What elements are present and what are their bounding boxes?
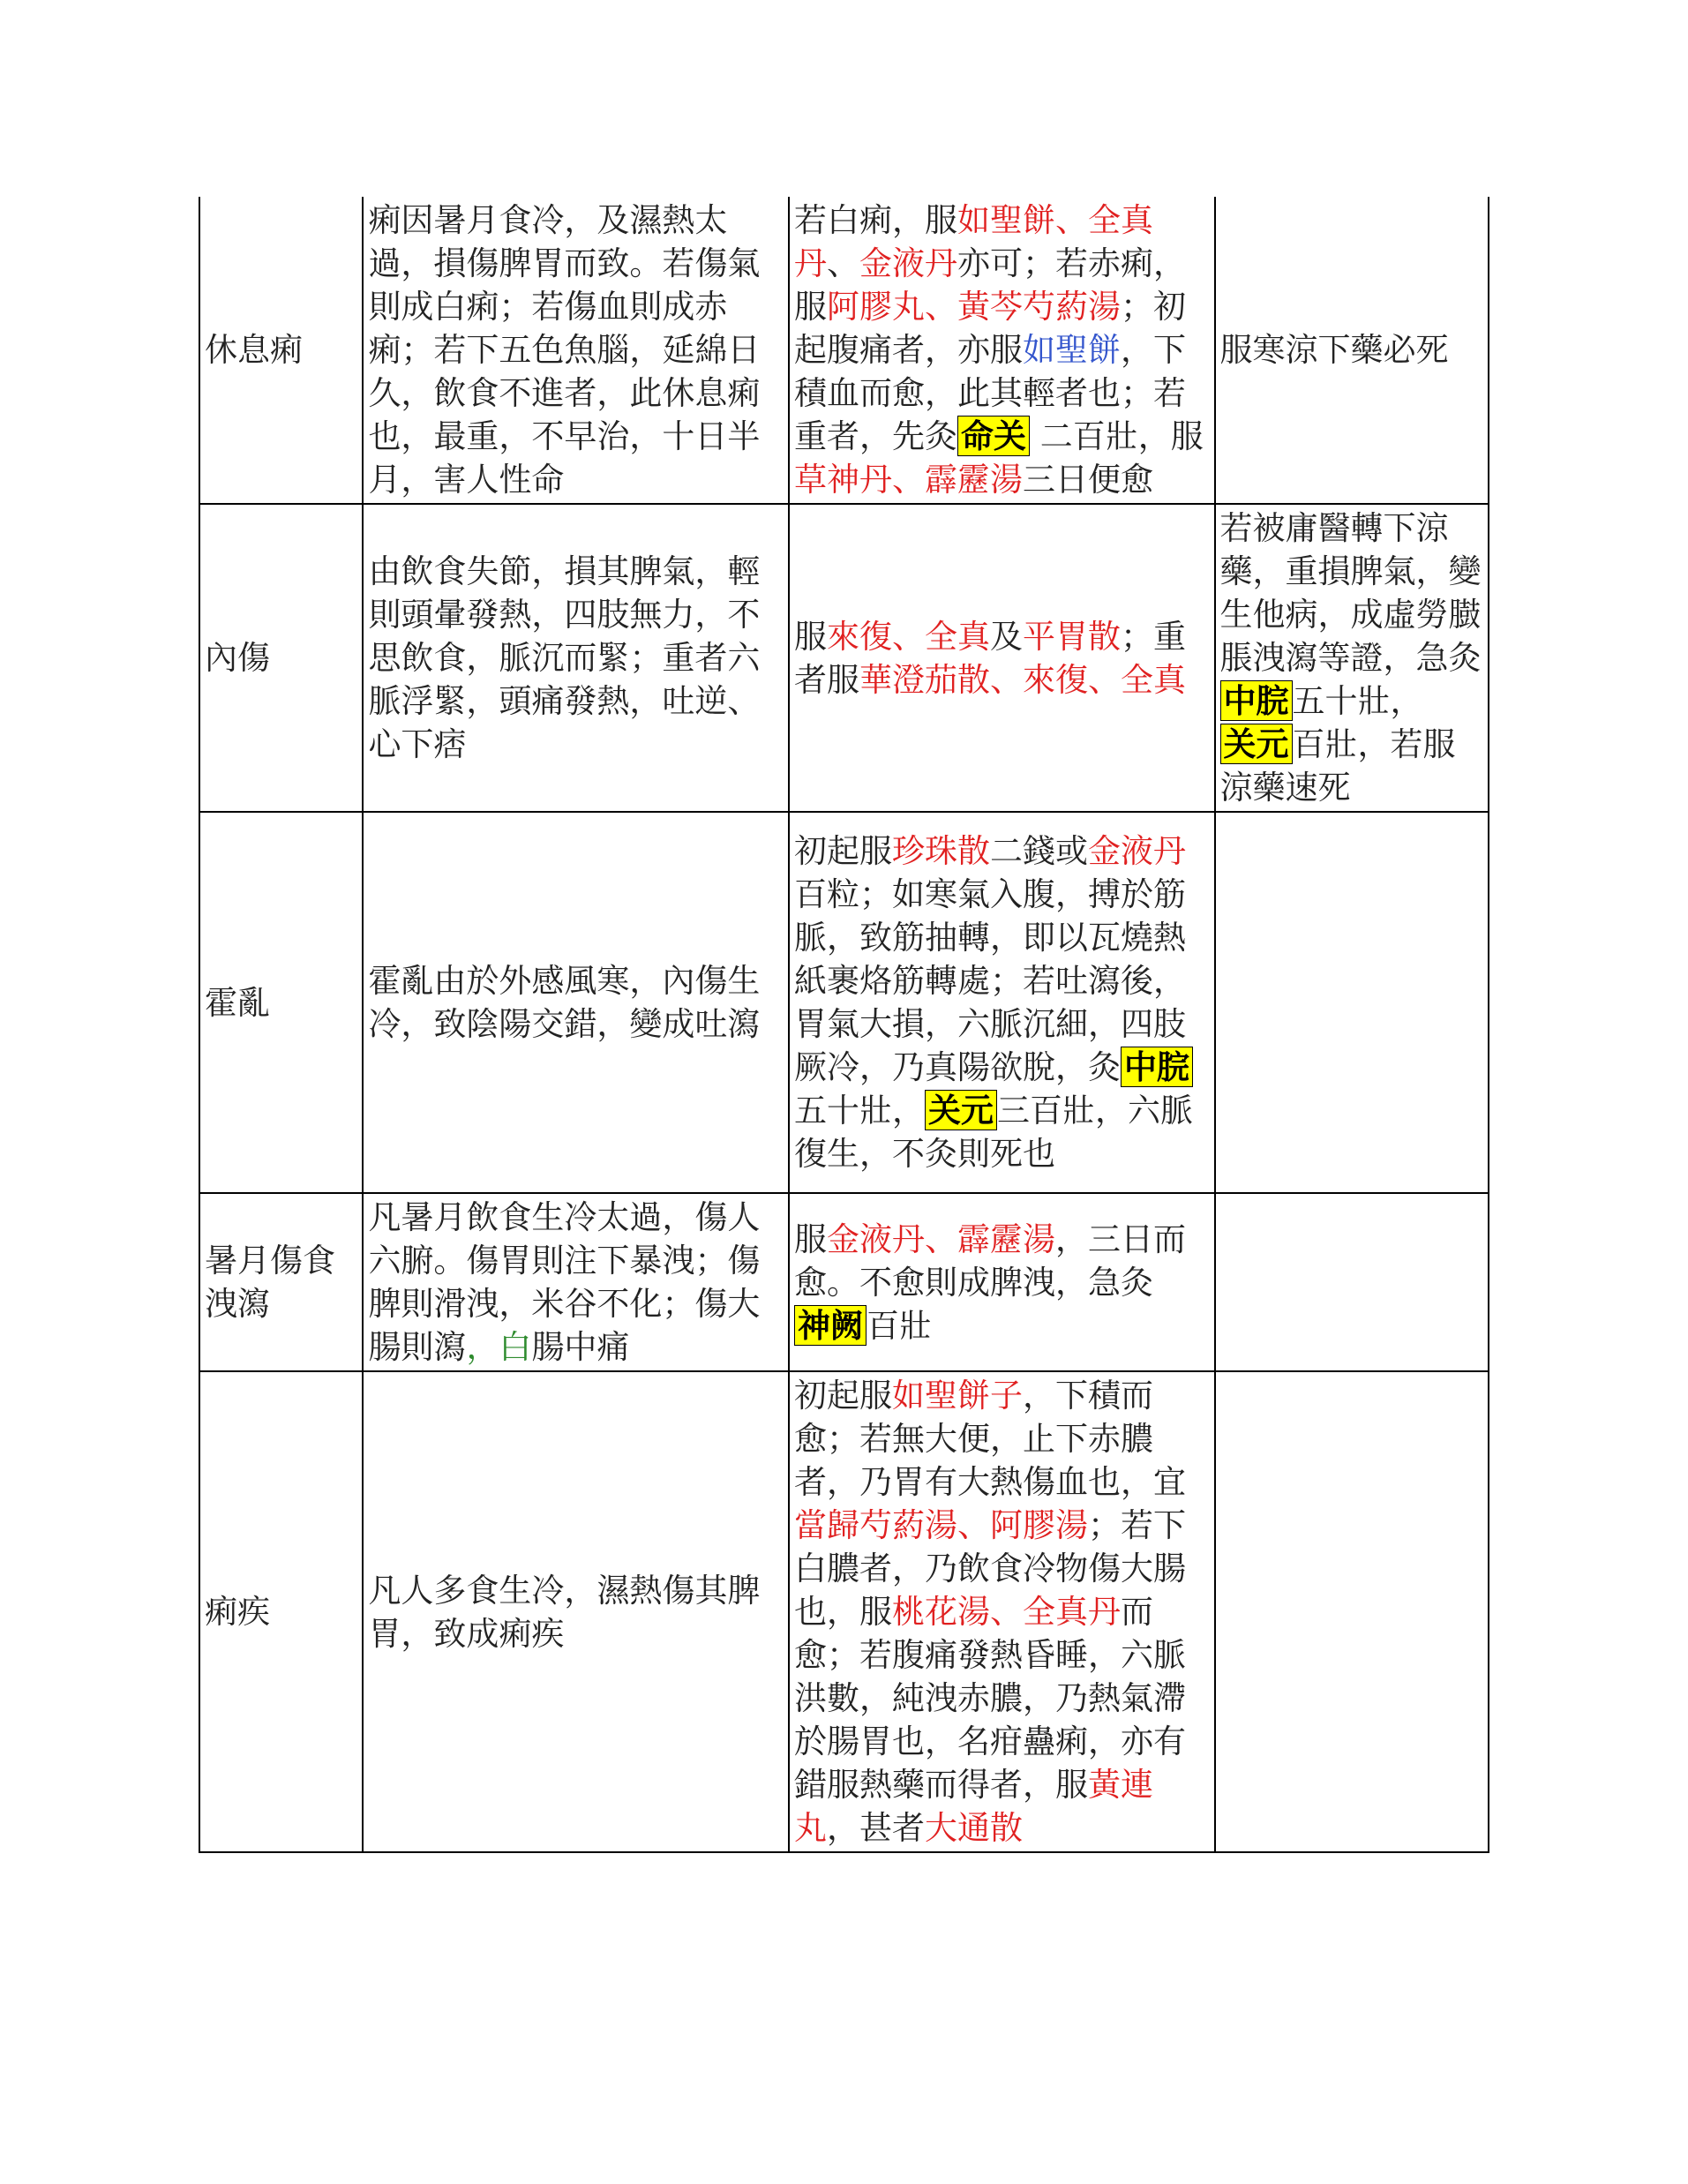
table-row bbox=[199, 504, 1489, 812]
acupoint-highlight: 神阙 bbox=[794, 1305, 867, 1346]
table-row bbox=[199, 1193, 1489, 1371]
disease-treatment: 服來復、全真及平胃散；重者服華澄茄散、來復、全真 bbox=[789, 504, 1215, 812]
disease-treatment: 若白痢，服如聖餅、全真丹、金液丹亦可；若赤痢，服阿膠丸、黃芩芍葯湯；初起腹痛者，亦服如聖餅，下積血而愈，此其輕者也；若重者，先灸 命关 二百壯，服草神丹、霹靂湯三日便愈 bbox=[789, 197, 1215, 504]
disease-name: 內傷 bbox=[199, 504, 363, 812]
disease-name: 休息痢 bbox=[199, 197, 363, 504]
disease-note bbox=[1215, 1371, 1489, 1852]
acupoint-highlight: 关元 bbox=[1220, 724, 1293, 764]
disease-cause: 由飲食失節，損其脾氣，輕則頭暈發熱，四肢無力，不思飲食，脈沉而緊；重者六脈浮緊，頭痛發熱，吐逆、心下痞 bbox=[363, 504, 789, 812]
table-row bbox=[199, 1371, 1489, 1852]
disease-name: 痢疾 bbox=[199, 1371, 363, 1852]
disease-treatment: 服金液丹、霹靂湯，三日而愈。不愈則成脾洩，急灸神阙 百壯 bbox=[789, 1193, 1215, 1371]
disease-note bbox=[1215, 812, 1489, 1193]
disease-cause: 痢因暑月食冷，及濕熱太過，損傷脾胃而致。若傷氣則成白痢；若傷血則成赤痢；若下五色魚腦，延綿日久，飲食不進者，此休息痢也，最重，不早治，十日半月，害人性命 bbox=[363, 197, 789, 504]
acupoint-highlight: 中脘 bbox=[1121, 1047, 1193, 1087]
disease-note: 若被庸醫轉下涼藥，重損脾氣，變生他病，成虛勞臌脹洩瀉等證，急灸中脘 五十壯，关元 百壯，若服涼藥速死 bbox=[1215, 504, 1489, 812]
table-row bbox=[199, 197, 1489, 504]
disease-treatment: 初起服如聖餅子，下積而愈；若無大便，止下赤膿者，乃胃有大熱傷血也，宜當歸芍葯湯、阿膠湯；若下白膿者，乃飲食冷物傷大腸也，服桃花湯、全真丹而愈；若腹痛發熱昏睡，六脈洪數，純洩赤膿，乃熱氣滯於腸胃也，名疳蠱痢，亦有錯服熱藥而得者，服黃連丸，甚者大通散 bbox=[789, 1371, 1215, 1852]
acupoint-highlight: 关元 bbox=[925, 1090, 997, 1130]
disease-name: 暑月傷食洩瀉 bbox=[199, 1193, 363, 1371]
acupoint-highlight: 命关 bbox=[957, 416, 1030, 456]
table-row bbox=[199, 812, 1489, 1193]
disease-table bbox=[199, 197, 1489, 1853]
disease-cause: 凡人多食生冷，濕熱傷其脾胃，致成痢疾 bbox=[363, 1371, 789, 1852]
acupoint-highlight: 中脘 bbox=[1220, 680, 1293, 721]
disease-cause: 霍亂由於外感風寒，內傷生冷，致陰陽交錯，變成吐瀉 bbox=[363, 812, 789, 1193]
disease-note bbox=[1215, 1193, 1489, 1371]
disease-treatment: 初起服珍珠散二錢或金液丹百粒；如寒氣入腹，搏於筋脈，致筋抽轉，即以瓦燒熱紙裹烙筋轉處；若吐瀉後，胃氣大損，六脈沉細，四肢厥冷，乃真陽欲脫，灸 中脘五十壯， 关元 三百壯，六脈復生，不灸則死也 bbox=[789, 812, 1215, 1193]
disease-cause: 凡暑月飲食生冷太過，傷人六腑。傷胃則注下暴洩；傷脾則滑洩，米谷不化；傷大腸則瀉，白腸中痛 bbox=[363, 1193, 789, 1371]
disease-note: 服寒涼下藥必死 bbox=[1215, 197, 1489, 504]
disease-name: 霍亂 bbox=[199, 812, 363, 1193]
